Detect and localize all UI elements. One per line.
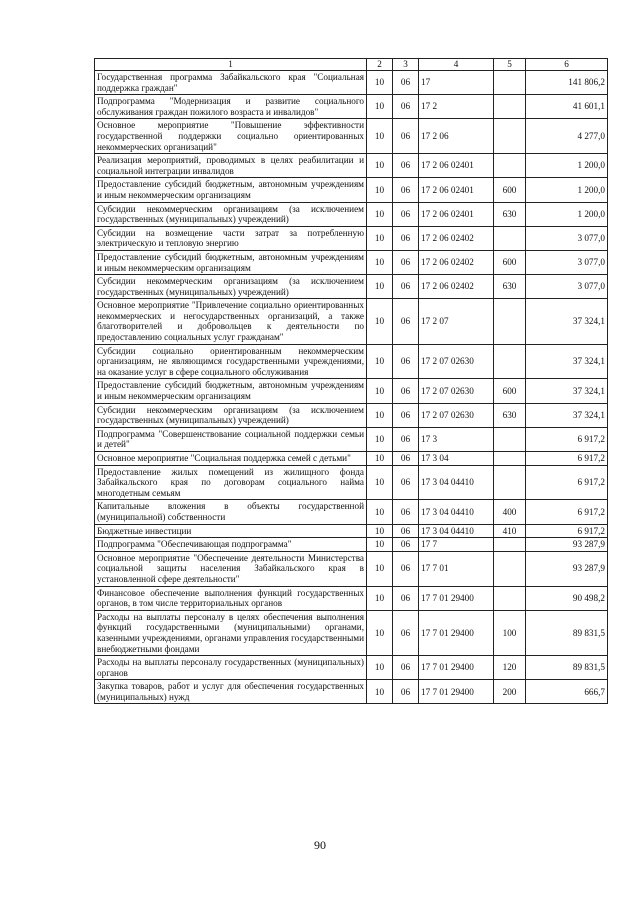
row-name-cell: Основное мероприятие "Повышение эффективности государственной поддержки социально ориентированных некоммерческих организаций" [95, 119, 367, 154]
row-subsection-cell: 06 [393, 95, 419, 119]
row-name-cell: Капитальные вложения в объекты государственной (муниципальной) собственности [95, 500, 367, 524]
row-subsection-cell: 06 [393, 119, 419, 154]
row-expense-type-cell: 600 [494, 178, 526, 202]
row-subsection-cell: 06 [393, 465, 419, 500]
row-expense-type-cell: 200 [494, 680, 526, 704]
table-row [95, 379, 608, 403]
row-section-cell: 10 [367, 656, 393, 680]
table-row [95, 524, 608, 538]
row-target-code-cell: 17 7 01 [419, 551, 494, 586]
header-cell-5: 5 [494, 59, 526, 71]
row-expense-type-cell [494, 154, 526, 178]
header-cell-1: 1 [95, 59, 367, 71]
row-expense-type-cell [494, 299, 526, 344]
row-target-code-cell: 17 3 04 04410 [419, 465, 494, 500]
row-name-cell: Субсидии на возмещение части затрат за потребленную электрическую и тепловую энергию [95, 226, 367, 250]
table-row [95, 680, 608, 704]
row-subsection-cell: 06 [393, 538, 419, 552]
row-amount-cell: 93 287,9 [526, 551, 608, 586]
row-name-cell: Бюджетные инвестиции [95, 524, 367, 538]
row-subsection-cell: 06 [393, 427, 419, 451]
row-expense-type-cell: 600 [494, 379, 526, 403]
row-name-cell: Предоставление субсидий бюджетным, автономным учреждениям и иным некоммерческим организациям [95, 379, 367, 403]
row-expense-type-cell: 630 [494, 275, 526, 299]
row-section-cell: 10 [367, 250, 393, 274]
row-name-cell: Подпрограмма "Модернизация и развитие социального обслуживания граждан пожилого возраста и инвалидов" [95, 95, 367, 119]
row-section-cell: 10 [367, 500, 393, 524]
row-name-cell: Государственная программа Забайкальского края "Социальная поддержка граждан" [95, 71, 367, 95]
row-subsection-cell: 06 [393, 610, 419, 655]
row-expense-type-cell [494, 344, 526, 379]
row-target-code-cell: 17 3 04 [419, 452, 494, 466]
row-subsection-cell: 06 [393, 299, 419, 344]
row-amount-cell: 89 831,5 [526, 610, 608, 655]
row-section-cell: 10 [367, 379, 393, 403]
row-section-cell: 10 [367, 71, 393, 95]
row-name-cell: Основное мероприятие "Привлечение социально ориентированных некоммерческих и негосударственных организаций, а также благотворителей и добровольцев к деятельности по предоставлению социальных услуг гражданам" [95, 299, 367, 344]
row-subsection-cell: 06 [393, 452, 419, 466]
row-section-cell: 10 [367, 610, 393, 655]
row-subsection-cell: 06 [393, 71, 419, 95]
row-target-code-cell: 17 3 04 04410 [419, 524, 494, 538]
row-section-cell: 10 [367, 465, 393, 500]
row-name-cell: Предоставление субсидий бюджетным, автономным учреждениям и иным некоммерческим организациям [95, 250, 367, 274]
row-name-cell: Расходы на выплаты персоналу в целях обеспечения выполнения функций государственными (муниципальными) органами, казенными учреждениями, органами управления государственными внебюджетными фондами [95, 610, 367, 655]
row-amount-cell: 37 324,1 [526, 403, 608, 427]
row-amount-cell: 37 324,1 [526, 379, 608, 403]
table-body [95, 71, 608, 704]
row-amount-cell: 666,7 [526, 680, 608, 704]
table-row [95, 71, 608, 95]
row-name-cell: Расходы на выплаты персоналу государственных (муниципальных) органов [95, 656, 367, 680]
row-name-cell: Предоставление субсидий бюджетным, автономным учреждениям и иным некоммерческим организациям [95, 178, 367, 202]
row-expense-type-cell [494, 71, 526, 95]
row-section-cell: 10 [367, 226, 393, 250]
row-target-code-cell: 17 2 06 02401 [419, 202, 494, 226]
row-target-code-cell: 17 7 01 29400 [419, 586, 494, 610]
row-expense-type-cell: 630 [494, 202, 526, 226]
row-expense-type-cell [494, 465, 526, 500]
header-cell-3: 3 [393, 59, 419, 71]
row-target-code-cell: 17 2 06 [419, 119, 494, 154]
row-target-code-cell: 17 2 07 02630 [419, 344, 494, 379]
row-target-code-cell: 17 2 06 02401 [419, 178, 494, 202]
row-expense-type-cell [494, 538, 526, 552]
row-amount-cell: 1 200,0 [526, 178, 608, 202]
row-target-code-cell: 17 7 01 29400 [419, 680, 494, 704]
row-amount-cell: 3 077,0 [526, 275, 608, 299]
row-subsection-cell: 06 [393, 524, 419, 538]
table-row [95, 154, 608, 178]
table-row [95, 95, 608, 119]
row-expense-type-cell [494, 427, 526, 451]
row-target-code-cell: 17 7 [419, 538, 494, 552]
row-expense-type-cell: 600 [494, 250, 526, 274]
row-expense-type-cell [494, 551, 526, 586]
row-name-cell: Финансовое обеспечение выполнения функций государственных органов, в том числе территориальных органов [95, 586, 367, 610]
row-expense-type-cell [494, 586, 526, 610]
row-amount-cell: 6 917,2 [526, 452, 608, 466]
row-target-code-cell: 17 3 [419, 427, 494, 451]
row-subsection-cell: 06 [393, 403, 419, 427]
row-target-code-cell: 17 2 [419, 95, 494, 119]
row-section-cell: 10 [367, 95, 393, 119]
row-subsection-cell: 06 [393, 680, 419, 704]
row-section-cell: 10 [367, 119, 393, 154]
table-row [95, 465, 608, 500]
row-subsection-cell: 06 [393, 250, 419, 274]
row-amount-cell: 3 077,0 [526, 226, 608, 250]
row-expense-type-cell [494, 119, 526, 154]
row-amount-cell: 93 287,9 [526, 538, 608, 552]
header-row [95, 59, 608, 71]
row-amount-cell: 141 806,2 [526, 71, 608, 95]
row-amount-cell: 37 324,1 [526, 344, 608, 379]
header-cell-4: 4 [419, 59, 494, 71]
row-section-cell: 10 [367, 452, 393, 466]
row-amount-cell: 1 200,0 [526, 154, 608, 178]
row-subsection-cell: 06 [393, 586, 419, 610]
row-subsection-cell: 06 [393, 226, 419, 250]
row-target-code-cell: 17 2 06 02402 [419, 226, 494, 250]
row-subsection-cell: 06 [393, 275, 419, 299]
row-target-code-cell: 17 2 06 02402 [419, 275, 494, 299]
page-number: 90 [314, 838, 326, 852]
row-target-code-cell: 17 2 07 [419, 299, 494, 344]
row-section-cell: 10 [367, 403, 393, 427]
row-subsection-cell: 06 [393, 202, 419, 226]
row-name-cell: Субсидии некоммерческим организациям (за исключением государственных (муниципальных) учреждений) [95, 275, 367, 299]
header-cell-6: 6 [526, 59, 608, 71]
row-amount-cell: 41 601,1 [526, 95, 608, 119]
row-expense-type-cell [494, 226, 526, 250]
row-target-code-cell: 17 7 01 29400 [419, 656, 494, 680]
row-expense-type-cell [494, 452, 526, 466]
row-amount-cell: 1 200,0 [526, 202, 608, 226]
row-section-cell: 10 [367, 586, 393, 610]
table-row [95, 500, 608, 524]
row-target-code-cell: 17 2 06 02401 [419, 154, 494, 178]
table-row [95, 610, 608, 655]
table-row [95, 656, 608, 680]
row-name-cell: Субсидии некоммерческим организациям (за исключением государственных (муниципальных) учреждений) [95, 403, 367, 427]
row-subsection-cell: 06 [393, 344, 419, 379]
table-row [95, 250, 608, 274]
row-name-cell: Предоставление жилых помещений из жилищного фонда Забайкальского края по договорам социального найма многодетным семьям [95, 465, 367, 500]
row-subsection-cell: 06 [393, 656, 419, 680]
row-expense-type-cell: 120 [494, 656, 526, 680]
row-subsection-cell: 06 [393, 178, 419, 202]
table-row [95, 119, 608, 154]
row-section-cell: 10 [367, 275, 393, 299]
row-target-code-cell: 17 2 07 02630 [419, 379, 494, 403]
table-row [95, 538, 608, 552]
table-row [95, 202, 608, 226]
row-expense-type-cell [494, 95, 526, 119]
row-amount-cell: 90 498,2 [526, 586, 608, 610]
row-amount-cell: 89 831,5 [526, 656, 608, 680]
row-target-code-cell: 17 2 06 02402 [419, 250, 494, 274]
row-section-cell: 10 [367, 202, 393, 226]
row-subsection-cell: 06 [393, 500, 419, 524]
table-row [95, 586, 608, 610]
row-section-cell: 10 [367, 178, 393, 202]
row-section-cell: 10 [367, 551, 393, 586]
row-amount-cell: 6 917,2 [526, 524, 608, 538]
table-row [95, 452, 608, 466]
row-subsection-cell: 06 [393, 379, 419, 403]
row-name-cell: Подпрограмма "Обеспечивающая подпрограмма" [95, 538, 367, 552]
row-amount-cell: 3 077,0 [526, 250, 608, 274]
row-section-cell: 10 [367, 680, 393, 704]
row-target-code-cell: 17 2 07 02630 [419, 403, 494, 427]
row-amount-cell: 4 277,0 [526, 119, 608, 154]
row-amount-cell: 6 917,2 [526, 427, 608, 451]
row-section-cell: 10 [367, 154, 393, 178]
row-name-cell: Субсидии социально ориентированным некоммерческим организациям, не являющимся государственными учреждениями, на оказание услуг в сфере социального обслуживания [95, 344, 367, 379]
row-target-code-cell: 17 7 01 29400 [419, 610, 494, 655]
row-section-cell: 10 [367, 344, 393, 379]
row-section-cell: 10 [367, 538, 393, 552]
row-section-cell: 10 [367, 524, 393, 538]
table-row [95, 226, 608, 250]
budget-table [94, 58, 608, 704]
row-amount-cell: 6 917,2 [526, 500, 608, 524]
row-name-cell: Подпрограмма "Совершенствование социальной поддержки семьи и детей" [95, 427, 367, 451]
table-row [95, 299, 608, 344]
row-name-cell: Субсидии некоммерческим организациям (за исключением государственных (муниципальных) учреждений) [95, 202, 367, 226]
row-amount-cell: 6 917,2 [526, 465, 608, 500]
row-name-cell: Реализация мероприятий, проводимых в целях реабилитации и социальной интеграции инвалидов [95, 154, 367, 178]
row-name-cell: Основное мероприятие "Обеспечение деятельности Министерства социальной защиты населения Забайкальского края в установленной сфере деятельности" [95, 551, 367, 586]
row-target-code-cell: 17 [419, 71, 494, 95]
row-target-code-cell: 17 3 04 04410 [419, 500, 494, 524]
row-section-cell: 10 [367, 427, 393, 451]
row-expense-type-cell: 400 [494, 500, 526, 524]
row-expense-type-cell: 630 [494, 403, 526, 427]
header-cell-2: 2 [367, 59, 393, 71]
row-section-cell: 10 [367, 299, 393, 344]
table-row [95, 403, 608, 427]
table-row [95, 344, 608, 379]
row-name-cell: Закупка товаров, работ и услуг для обеспечения государственных (муниципальных) нужд [95, 680, 367, 704]
row-name-cell: Основное мероприятие "Социальная поддержка семей с детьми" [95, 452, 367, 466]
row-expense-type-cell: 410 [494, 524, 526, 538]
row-amount-cell: 37 324,1 [526, 299, 608, 344]
table-row [95, 275, 608, 299]
row-subsection-cell: 06 [393, 551, 419, 586]
table-row [95, 551, 608, 586]
row-expense-type-cell: 100 [494, 610, 526, 655]
table-row [95, 178, 608, 202]
table-row [95, 427, 608, 451]
row-subsection-cell: 06 [393, 154, 419, 178]
